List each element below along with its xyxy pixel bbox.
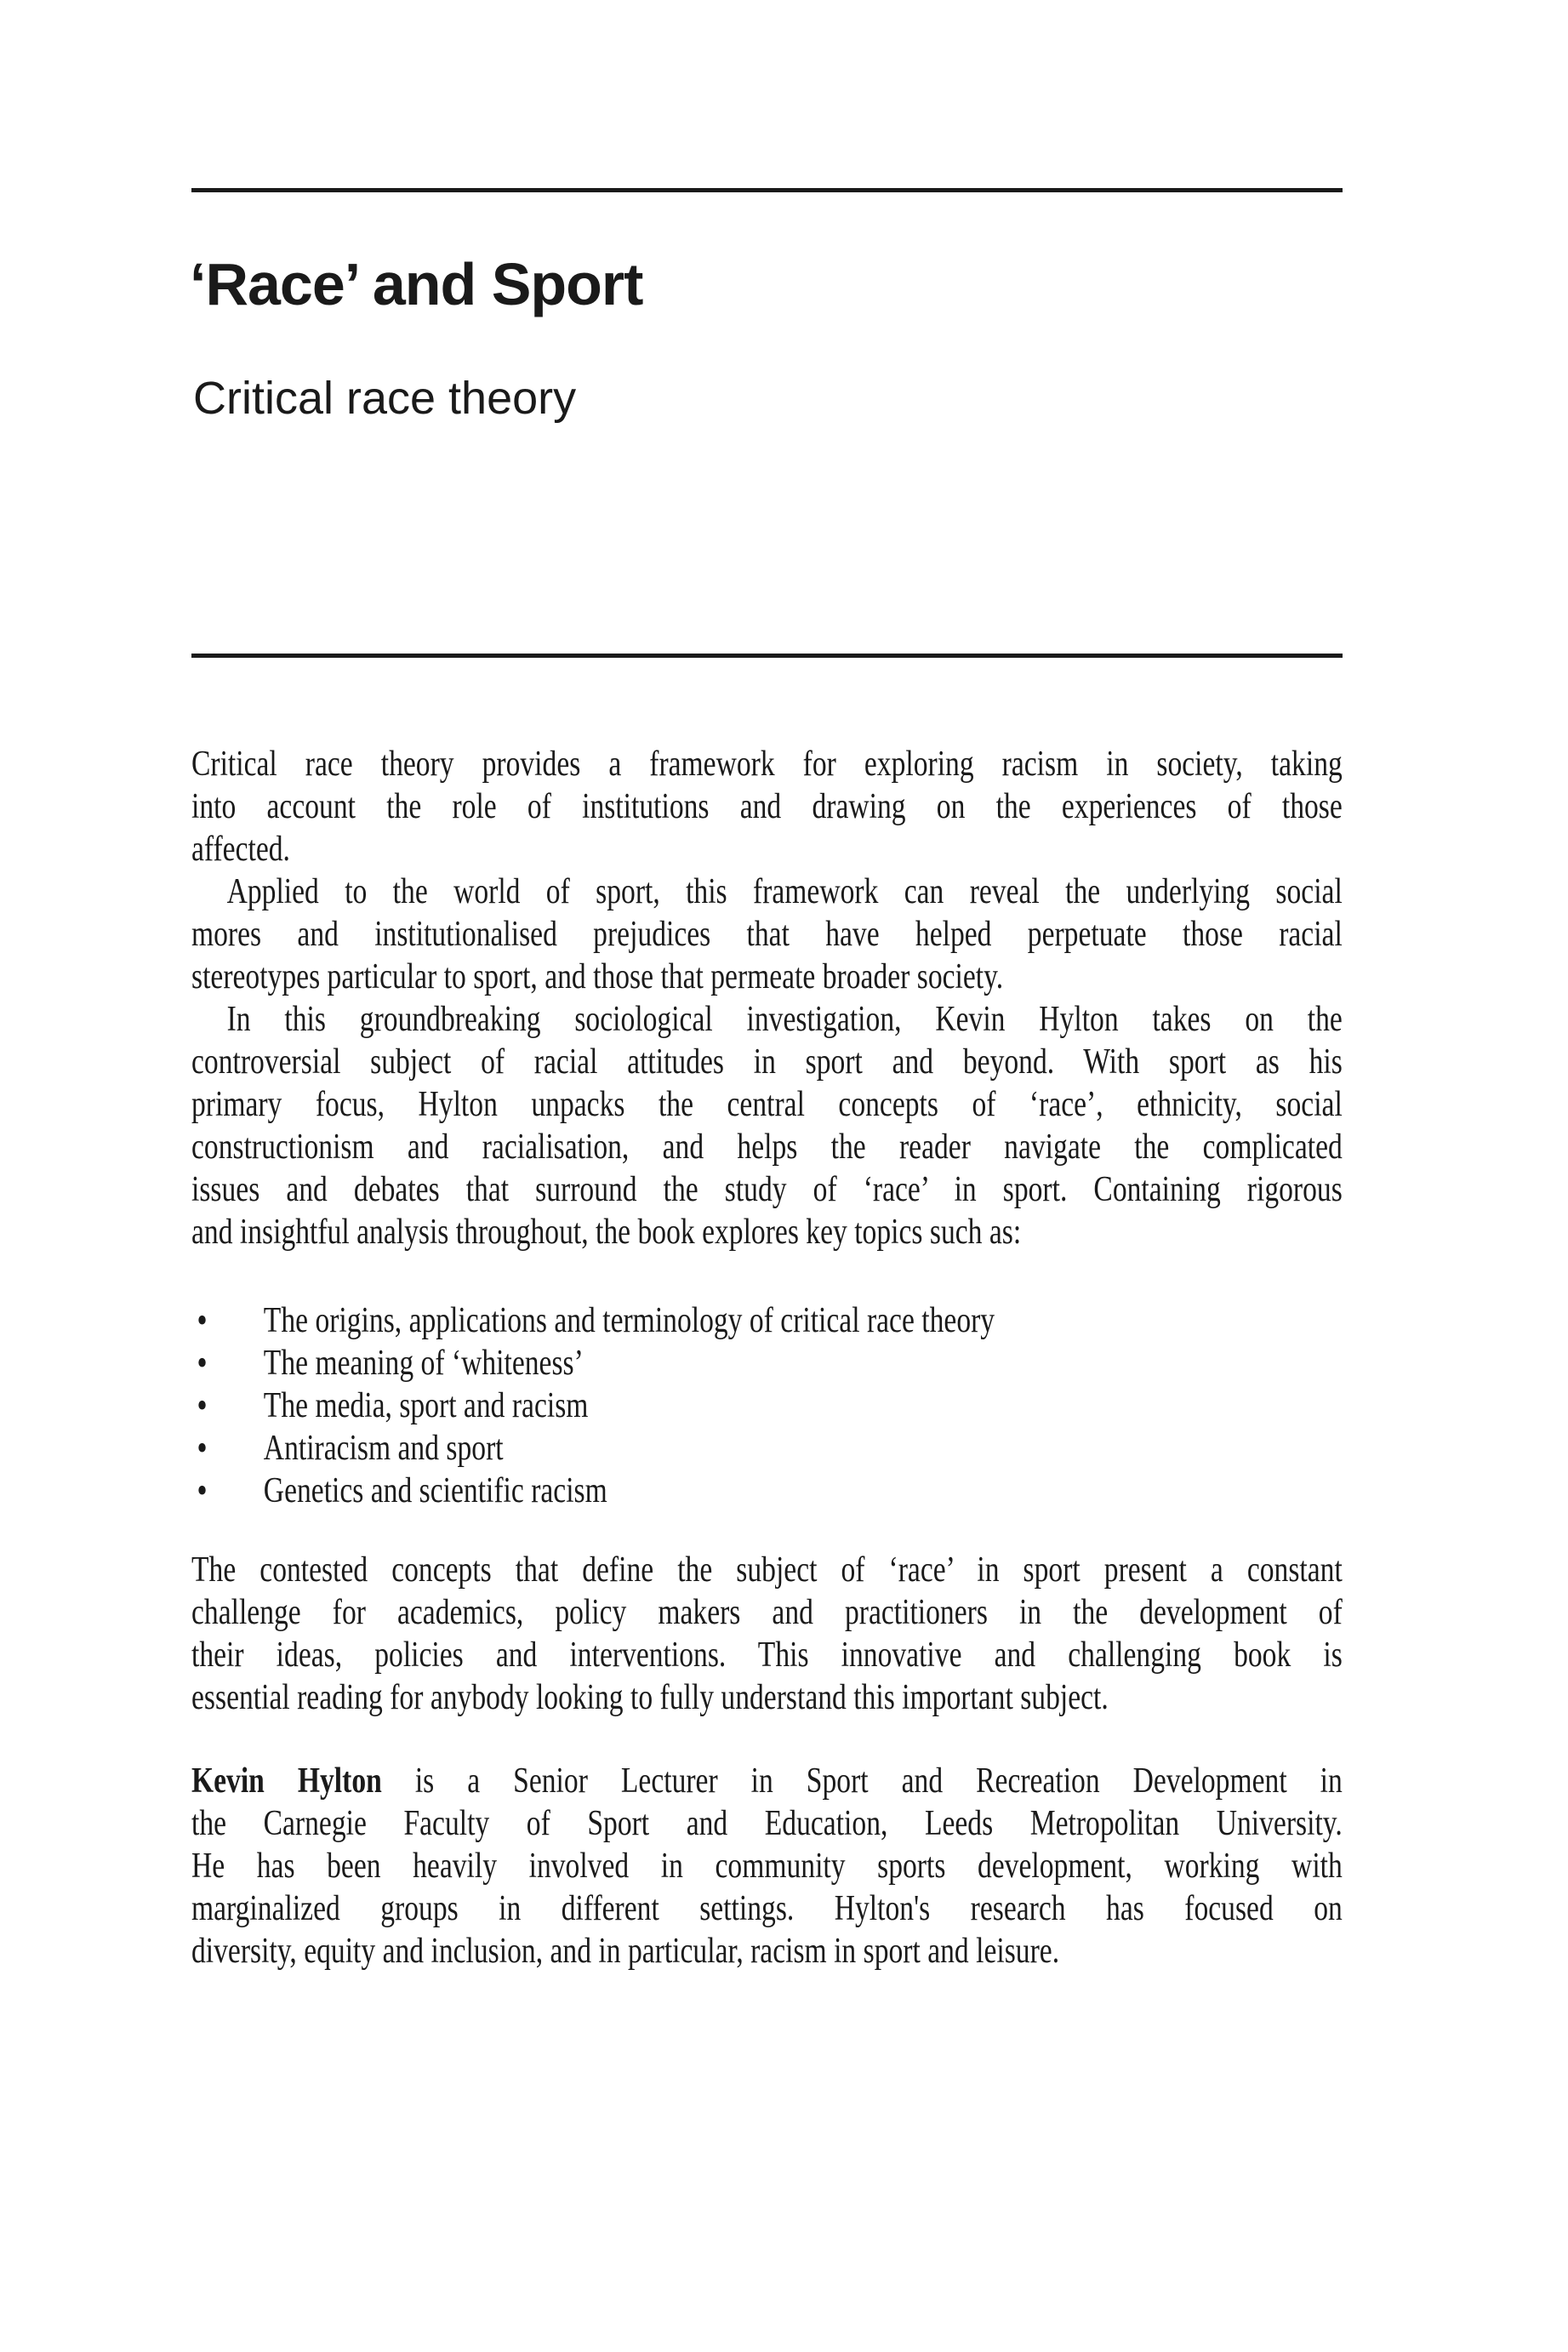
book-title: ‘Race’ and Sport: [190, 250, 643, 317]
text-line: • The origins, applications and terminology of critical race theory: [191, 1299, 1343, 1342]
paragraph-contested: [191, 1549, 1343, 1719]
key-topics-list: [191, 1299, 1343, 1512]
text-line: • The meaning of ‘whiteness’: [191, 1342, 1343, 1384]
text-line: Critical race theory provides a framework for exploring racism in society, taking: [191, 745, 1343, 784]
bio-first-line: [191, 1760, 1343, 1802]
text-line: primary focus, Hylton unpacks the central concepts of ‘race’, ethnicity, social: [191, 1085, 1343, 1124]
text-line: In this groundbreaking sociological investigation, Kevin Hylton takes on the: [226, 1000, 1343, 1039]
text-line: • Antiracism and sport: [191, 1427, 1343, 1470]
text-line: controversial subject of racial attitudes in sport and beyond. With sport as his: [191, 1042, 1343, 1082]
text-line: Applied to the world of sport, this framework can reveal the underlying social: [226, 872, 1343, 911]
book-description: [191, 743, 1343, 1972]
text-line: constructionism and racialisation, and helps the reader navigate the complicated: [191, 1127, 1343, 1167]
text-line: challenge for academics, policy makers and practitioners in the development of: [191, 1593, 1343, 1632]
text-line: The contested concepts that define the subject of ‘race’ in sport present a constant: [191, 1550, 1343, 1590]
bio-remaining-lines: [191, 1802, 1343, 1972]
text-line: He has been heavily involved in community sports development, working with: [191, 1847, 1343, 1886]
text-line: their ideas, policies and interventions. This innovative and challenging book is: [191, 1636, 1343, 1675]
text-line: into account the role of institutions and drawing on the experiences of those: [191, 787, 1343, 826]
paragraph-investigation: [191, 998, 1343, 1253]
text-line: and insightful analysis throughout, the book explores key topics such as:: [191, 1213, 1022, 1252]
author-name: Kevin Hylton: [191, 1761, 382, 1801]
book-subtitle: Critical race theory: [193, 372, 577, 424]
text-line: marginalized groups in different settings. Hylton's research has focused on: [191, 1889, 1343, 1928]
text-line: the Carnegie Faculty of Sport and Education, Leeds Metropolitan University.: [191, 1804, 1343, 1843]
paragraph-intro: [191, 743, 1343, 871]
text-line: • Genetics and scientific racism: [191, 1470, 1343, 1512]
text-line: essential reading for anybody looking to fully understand this important subject.: [191, 1678, 1109, 1717]
text-line: mores and institutionalised prejudices that have helped perpetuate those racial: [191, 915, 1343, 954]
text-line: affected.: [191, 830, 290, 869]
mid-rule-divider: [191, 654, 1343, 658]
text-line: • The media, sport and racism: [191, 1384, 1343, 1427]
text-line: diversity, equity and inclusion, and in particular, racism in sport and leisure.: [191, 1932, 1060, 1971]
paragraph-applied: [191, 871, 1343, 998]
bio-first-line-text: is a Senior Lecturer in Sport and Recreation Development in: [381, 1761, 1343, 1801]
author-bio: [191, 1760, 1343, 1972]
text-line: issues and debates that surround the study of ‘race’ in sport. Containing rigorous: [191, 1170, 1343, 1209]
text-line: stereotypes particular to sport, and those that permeate broader society.: [191, 957, 1004, 996]
top-rule-divider: [191, 188, 1343, 192]
